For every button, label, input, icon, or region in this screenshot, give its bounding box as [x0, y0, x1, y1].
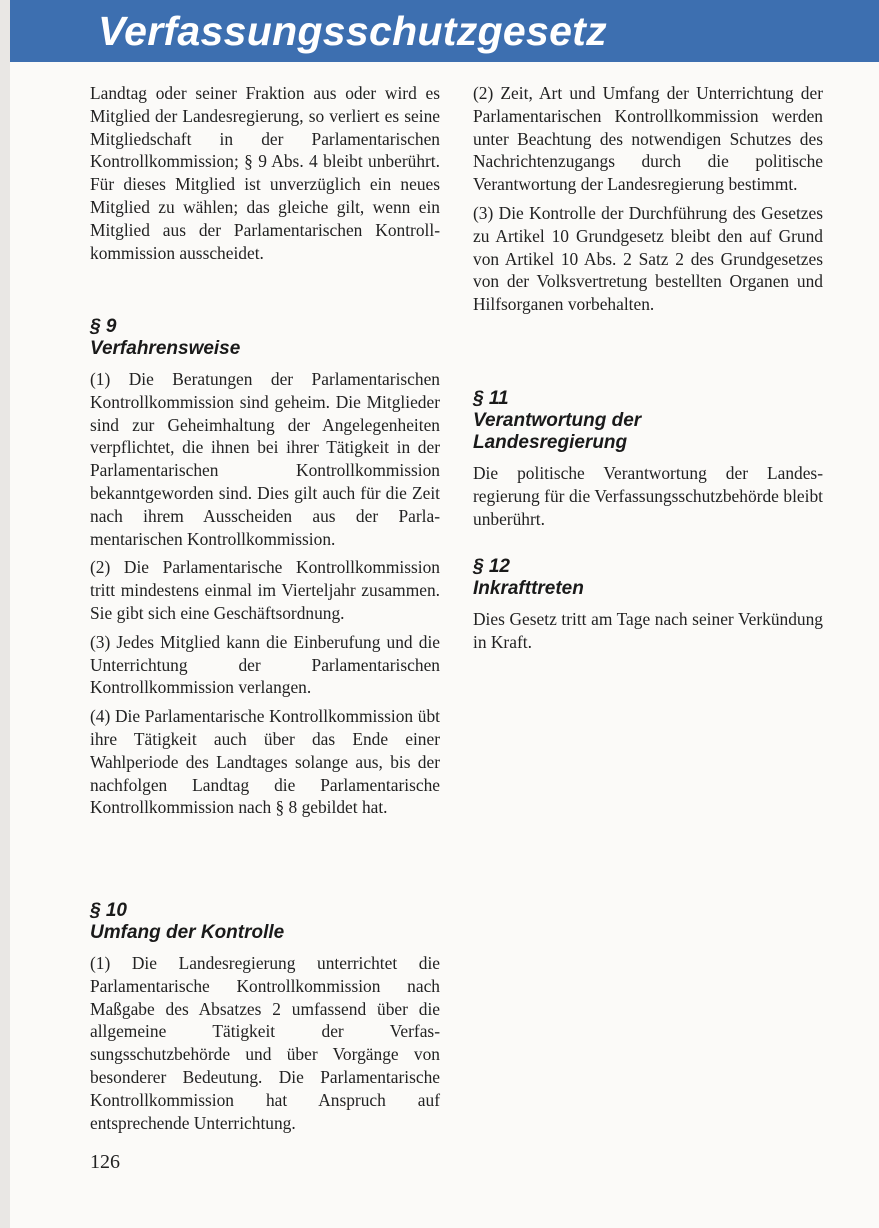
section-12-title: Inkrafttreten — [473, 578, 584, 599]
section-9-number: § 9 — [90, 316, 117, 337]
section-9-paragraph-1: (1) Die Beratungen der Parlamentarischen Kontrollkommission sind geheim. Die Mitglieder sind zur Geheimhaltung der Angelegenheiten verpflichtet, die ihnen bei ihrer Tätigkeit in der Parlamentarischen Kontrollkommission bekanntgeworden sind. Dies gilt auch für die Zeit nach ihrem Ausscheiden aus der Parlamentarischen Kontrollkommission. — [90, 369, 440, 549]
section-10-paragraph-2: (2) Zeit, Art und Umfang der Unterrichtung der Parlamentarischen Kontrollkommission werden unter Beachtung des notwendigen Schutzes des Nachrichtenzugangs durch die politische Verantwortung der Landesregierung bestimmt. — [473, 83, 823, 195]
section-11-paragraph-1: Die politische Verantwortung der Landesregierung für die Verfassungsschutzbehörde bleibt unberührt. — [473, 463, 823, 529]
section-9-paragraph-3: (3) Jedes Mitglied kann die Einberufung und die Unterrichtung der Parlamentarischen Kontrollkommission verlangen. — [90, 631, 440, 698]
section-11 — [473, 388, 823, 536]
section-10-continued — [473, 82, 823, 322]
section-11-number: § 11 — [473, 388, 509, 409]
section-9 — [90, 316, 440, 825]
section-11-title-line-2: Landesregierung — [473, 432, 628, 453]
intro-paragraph: Landtag oder seiner Fraktion aus oder wird es Mitglied der Landesregierung, so verliert es seine Mitgliedschaft in der Parlamentarischen Kontrollkommission; § 9 Abs. 4 bleibt unberührt. Für dieses Mitglied ist unverzüglich ein neues Mitglied zu wählen; das gleiche gilt, wenn ein Mitglied aus der Parlamentarischen Kontrollkommission ausscheidet. — [90, 83, 440, 263]
section-10-number: § 10 — [90, 900, 127, 921]
page-edge-shadow — [0, 0, 10, 1228]
section-10-title: Umfang der Kontrolle — [90, 922, 285, 943]
section-9-title: Verfahrensweise — [90, 338, 241, 359]
page-number: 126 — [90, 1151, 120, 1173]
section-10-paragraph-3: (3) Die Kontrolle der Durchführung des Gesetzes zu Artikel 10 Grundgesetz bleibt den auf Grund von Artikel 10 Abs. 2 Satz 2 des Grundgesetzes von der Volksvertretung bestellten Organen und Hilfsorganen vorbehalten. — [473, 202, 823, 315]
section-10-paragraph-1: (1) Die Landesregierung unterrichtet die Parlamentarische Kontrollkommission nach Maßgabe des Absatzes 2 umfassend über die allgemeine Tätigkeit der Verfassungsschutzbehörde und über Vorgänge von besonderer Bedeutung. Die Parlamentarische Kontrollkommission hat Anspruch auf entsprechende Unterrichtung. — [90, 953, 440, 1133]
section-11-title-line-1: Verantwortung der — [473, 410, 642, 431]
section-10 — [90, 900, 440, 1140]
section-9-paragraph-2: (2) Die Parlamentarische Kontrollkommission tritt mindestens einmal im Vierteljahr zusammen. Sie gibt sich eine Geschäftsordnung. — [90, 557, 440, 623]
page-header-title: Verfassungsschutzgesetz — [98, 8, 607, 54]
section-12-paragraph-1: Dies Gesetz tritt am Tage nach seiner Verkündung in Kraft. — [473, 609, 823, 652]
section-12-number: § 12 — [473, 556, 510, 577]
header-bar — [10, 0, 879, 62]
section-12 — [473, 556, 823, 660]
section-9-paragraph-4: (4) Die Parlamentarische Kontrollkommission übt ihre Tätigkeit auch über das Ende einer Wahlperiode des Landtages solange aus, bis der nachfolgen Landtag die Parlamentarische Kontrollkommission nach § 8 gebildet hat. — [90, 706, 440, 818]
